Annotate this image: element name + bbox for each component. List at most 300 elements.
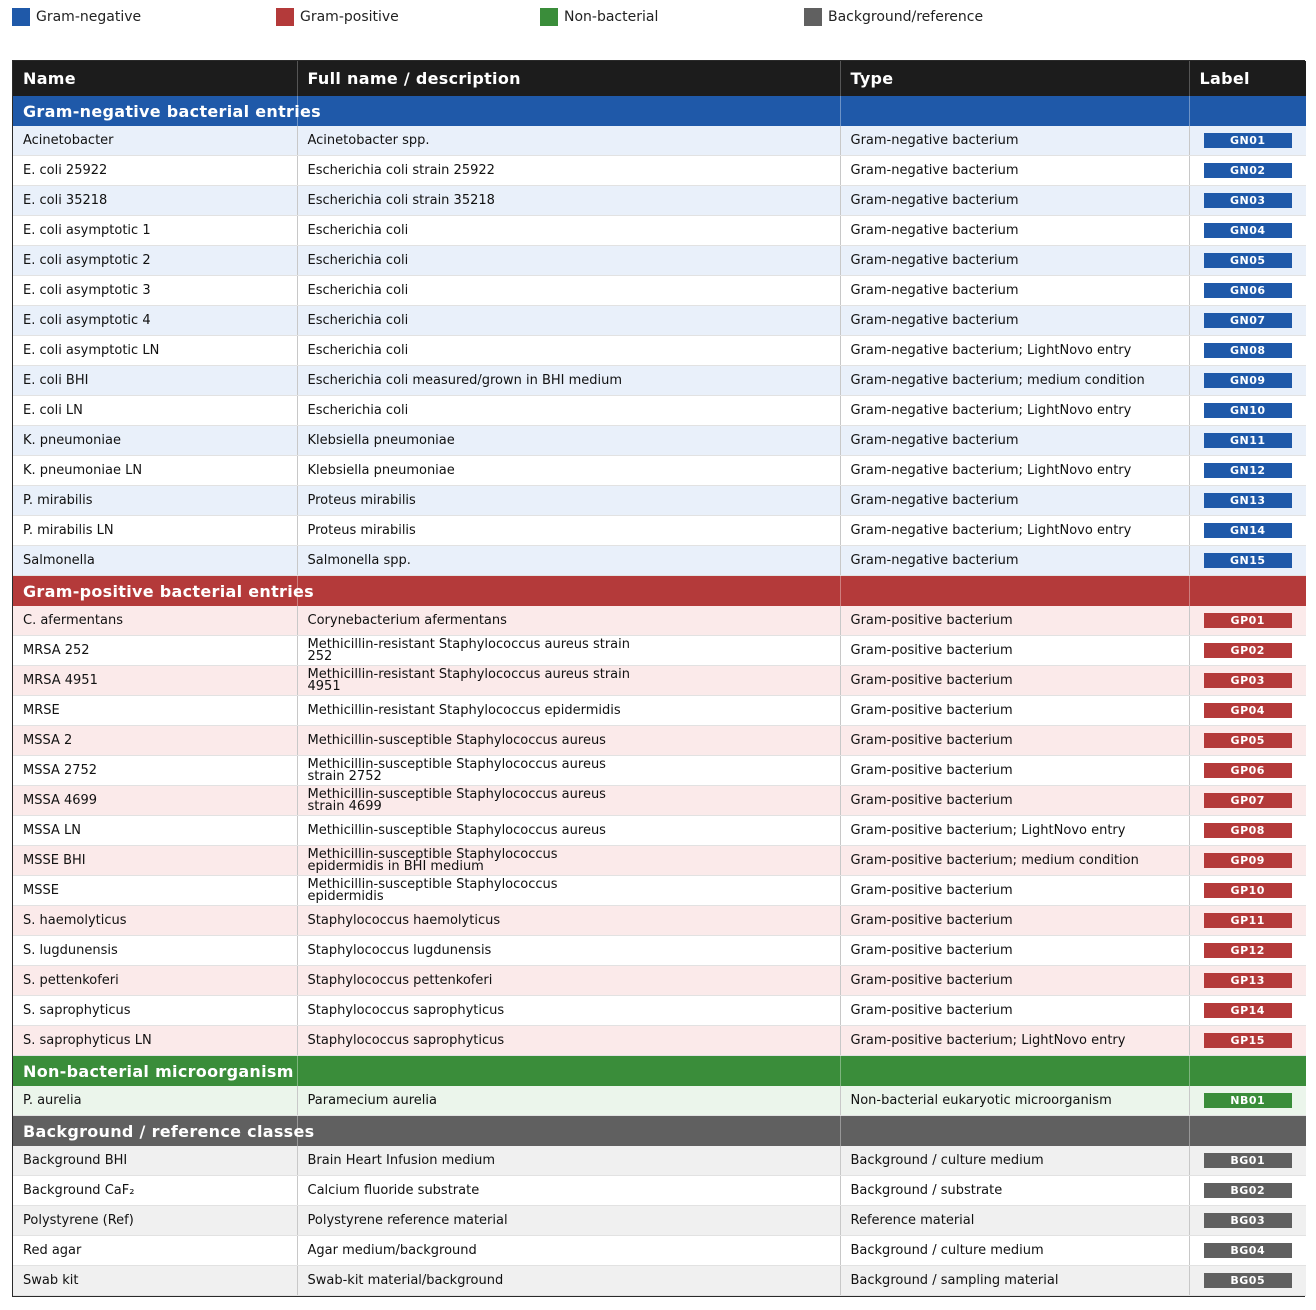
cell-name: MSSA 2752 [13, 756, 297, 786]
legend-item-gram-negative [12, 8, 141, 26]
cell-full-name [297, 1086, 840, 1116]
cell-full-name-text: Staphylococcus saprophyticus [307, 1002, 505, 1018]
cell-full-name-text: Staphylococcus haemolyticus [307, 912, 501, 928]
cell-name: Background BHI [13, 1146, 297, 1176]
cell-full-name [297, 306, 840, 336]
cell-type [840, 546, 1189, 576]
cell-full-name [297, 1266, 840, 1296]
section-spacer-cell [297, 96, 840, 126]
cell-full-name-text: Escherichia coli [307, 252, 409, 268]
cell-type [840, 966, 1189, 996]
cell-type [840, 906, 1189, 936]
cell-full-name-text: Staphylococcus lugdunensis [307, 942, 492, 958]
table-row [13, 486, 1306, 516]
cell-label [1189, 546, 1306, 576]
cell-type [840, 336, 1189, 366]
cell-name: E. coli 25922 [13, 156, 297, 186]
label-badge: GP12 [1204, 943, 1292, 958]
label-badge: GN11 [1204, 433, 1292, 448]
cell-type-text: Gram-positive bacterium; medium condition [850, 852, 1139, 868]
cell-name: MRSE [13, 696, 297, 726]
cell-full-name [297, 486, 840, 516]
cell-type-text: Gram-negative bacterium [850, 222, 1019, 238]
cell-type [840, 276, 1189, 306]
section-spacer-cell [840, 1116, 1189, 1147]
section-spacer-cell [840, 576, 1189, 607]
label-badge: BG01 [1204, 1153, 1292, 1168]
cell-full-name [297, 516, 840, 546]
cell-type-text: Background / substrate [850, 1182, 1003, 1198]
label-badge: GP14 [1204, 1003, 1292, 1018]
cell-type [840, 996, 1189, 1026]
legend [12, 8, 1302, 32]
cell-type [840, 396, 1189, 426]
cell-full-name [297, 906, 840, 936]
cell-name: C. afermentans [13, 606, 297, 636]
label-badge: GN07 [1204, 313, 1292, 328]
cell-full-name [297, 1176, 840, 1206]
cell-type [840, 1206, 1189, 1236]
cell-full-name [297, 936, 840, 966]
section-title: Gram-positive bacterial entries [13, 576, 297, 607]
cell-full-name [297, 1146, 840, 1176]
label-badge: GN03 [1204, 193, 1292, 208]
cell-label [1189, 1236, 1306, 1266]
table-row [13, 786, 1306, 816]
table-row [13, 336, 1306, 366]
cell-full-name-text: Polystyrene reference material [307, 1212, 508, 1228]
cell-label [1189, 1086, 1306, 1116]
cell-type-text: Gram-positive bacterium [850, 672, 1013, 688]
label-badge: NB01 [1204, 1093, 1292, 1108]
cell-full-name [297, 366, 840, 396]
cell-label [1189, 666, 1306, 696]
cell-full-name-text: Methicillin-susceptible Staphylococcus aureus strain 2752 [307, 756, 606, 784]
cell-full-name-text: Acinetobacter spp. [307, 132, 430, 148]
cell-full-name-text: Methicillin-susceptible Staphylococcus epidermidis in BHI medium [307, 846, 558, 874]
cell-full-name [297, 696, 840, 726]
column-header-full-name: Full name / description [297, 61, 840, 96]
cell-full-name-text: Agar medium/background [307, 1242, 477, 1258]
cell-type [840, 1086, 1189, 1116]
cell-label [1189, 276, 1306, 306]
table-row [13, 396, 1306, 426]
cell-type [840, 216, 1189, 246]
label-badge: GN05 [1204, 253, 1292, 268]
cell-label [1189, 246, 1306, 276]
cell-label [1189, 786, 1306, 816]
cell-label [1189, 906, 1306, 936]
cell-full-name-text: Salmonella spp. [307, 552, 411, 568]
label-badge: GP15 [1204, 1033, 1292, 1048]
cell-type [840, 486, 1189, 516]
cell-type-text: Gram-positive bacterium [850, 762, 1013, 778]
label-badge: GN10 [1204, 403, 1292, 418]
cell-type [840, 846, 1189, 876]
cell-type-text: Gram-positive bacterium [850, 912, 1013, 928]
cell-label [1189, 996, 1306, 1026]
cell-full-name [297, 666, 840, 696]
cell-label [1189, 606, 1306, 636]
cell-type-text: Gram-positive bacterium [850, 1002, 1013, 1018]
cell-type-text: Gram-positive bacterium [850, 642, 1013, 658]
cell-type-text: Gram-positive bacterium [850, 882, 1013, 898]
legend-label: Gram-negative [36, 9, 142, 25]
table-row [13, 846, 1306, 876]
cell-label [1189, 366, 1306, 396]
label-badge: BG02 [1204, 1183, 1292, 1198]
cell-type-text: Gram-negative bacterium; medium condition [850, 372, 1145, 388]
cell-name: MRSA 4951 [13, 666, 297, 696]
cell-label [1189, 216, 1306, 246]
cell-full-name-text: Methicillin-susceptible Staphylococcus epidermidis [307, 876, 558, 904]
cell-type [840, 456, 1189, 486]
table-row [13, 1176, 1306, 1206]
label-badge: GP09 [1204, 853, 1292, 868]
cell-name: K. pneumoniae [13, 426, 297, 456]
section-title: Non-bacterial microorganism [13, 1056, 297, 1087]
table-row [13, 636, 1306, 666]
cell-full-name [297, 726, 840, 756]
cell-full-name [297, 126, 840, 156]
legend-item-gram-positive [276, 8, 399, 26]
legend-label: Background/reference [828, 9, 984, 25]
cell-full-name-text: Swab-kit material/background [307, 1272, 504, 1288]
cell-type [840, 156, 1189, 186]
cell-type-text: Gram-negative bacterium [850, 282, 1019, 298]
cell-name: E. coli BHI [13, 366, 297, 396]
cell-label [1189, 426, 1306, 456]
cell-full-name-text: Escherichia coli [307, 222, 409, 238]
label-badge: GP06 [1204, 763, 1292, 778]
cell-type-text: Gram-negative bacterium [850, 312, 1019, 328]
cell-type-text: Background / culture medium [850, 1242, 1044, 1258]
table-row [13, 186, 1306, 216]
cell-type-text: Gram-positive bacterium [850, 972, 1013, 988]
cell-label [1189, 726, 1306, 756]
cell-full-name-text: Proteus mirabilis [307, 522, 416, 538]
table-row [13, 756, 1306, 786]
label-badge: GP08 [1204, 823, 1292, 838]
cell-full-name-text: Proteus mirabilis [307, 492, 416, 508]
cell-full-name [297, 816, 840, 846]
cell-type [840, 306, 1189, 336]
cell-full-name [297, 246, 840, 276]
legend-label: Non-bacterial [564, 9, 659, 25]
table-row [13, 1086, 1306, 1116]
table-row [13, 306, 1306, 336]
cell-full-name [297, 756, 840, 786]
cell-type-text: Gram-negative bacterium [850, 252, 1019, 268]
legend-item-non-bacterial [540, 8, 658, 26]
section-spacer-cell [297, 1116, 840, 1147]
cell-type [840, 1266, 1189, 1296]
cell-name: S. saprophyticus [13, 996, 297, 1026]
cell-name: Salmonella [13, 546, 297, 576]
cell-full-name [297, 336, 840, 366]
label-badge: GN14 [1204, 523, 1292, 538]
cell-type [840, 636, 1189, 666]
section-spacer-cell [1189, 1116, 1306, 1147]
cell-type [840, 1146, 1189, 1176]
section-title: Background / reference classes [13, 1116, 297, 1147]
cell-full-name-text: Staphylococcus pettenkoferi [307, 972, 493, 988]
cell-type-text: Gram-negative bacterium [850, 492, 1019, 508]
table-row [13, 1146, 1306, 1176]
label-badge: GN02 [1204, 163, 1292, 178]
cell-type-text: Reference material [850, 1212, 975, 1228]
cell-type [840, 186, 1189, 216]
section-header-row [13, 1056, 1306, 1087]
cell-type-text: Gram-negative bacterium; LightNovo entry [850, 522, 1132, 538]
cell-full-name [297, 636, 840, 666]
cell-full-name [297, 876, 840, 906]
cell-label [1189, 936, 1306, 966]
cell-label [1189, 1206, 1306, 1236]
label-badge: GP07 [1204, 793, 1292, 808]
label-badge: GP05 [1204, 733, 1292, 748]
cell-full-name-text: Corynebacterium afermentans [307, 612, 507, 628]
cell-label [1189, 876, 1306, 906]
cell-type [840, 426, 1189, 456]
cell-name: E. coli asymptotic 3 [13, 276, 297, 306]
cell-full-name-text: Paramecium aurelia [307, 1092, 437, 1108]
cell-full-name [297, 846, 840, 876]
cell-type-text: Gram-negative bacterium; LightNovo entry [850, 402, 1132, 418]
label-badge: GN04 [1204, 223, 1292, 238]
table-row [13, 126, 1306, 156]
label-badge: GP02 [1204, 643, 1292, 658]
cell-full-name [297, 996, 840, 1026]
cell-type-text: Gram-positive bacterium [850, 612, 1013, 628]
cell-full-name-text: Brain Heart Infusion medium [307, 1152, 496, 1168]
label-badge: BG03 [1204, 1213, 1292, 1228]
cell-name: K. pneumoniae LN [13, 456, 297, 486]
cell-full-name-text: Staphylococcus saprophyticus [307, 1032, 505, 1048]
table-row [13, 966, 1306, 996]
table-row [13, 456, 1306, 486]
cell-label [1189, 696, 1306, 726]
label-badge: GN01 [1204, 133, 1292, 148]
section-spacer-cell [840, 1056, 1189, 1087]
legend-swatch [276, 8, 294, 26]
cell-full-name-text: Klebsiella pneumoniae [307, 432, 455, 448]
cell-label [1189, 396, 1306, 426]
legend-item-background-reference [804, 8, 983, 26]
cell-full-name-text: Escherichia coli strain 35218 [307, 192, 495, 208]
cell-type [840, 516, 1189, 546]
cell-type-text: Gram-positive bacterium; LightNovo entry [850, 822, 1126, 838]
cell-label [1189, 1266, 1306, 1296]
cell-full-name [297, 1236, 840, 1266]
cell-full-name-text: Calcium fluoride substrate [307, 1182, 480, 1198]
cell-full-name-text: Escherichia coli measured/grown in BHI medium [307, 372, 623, 388]
table-row [13, 906, 1306, 936]
table-row [13, 1236, 1306, 1266]
cell-name: Background CaF₂ [13, 1176, 297, 1206]
cell-name: E. coli asymptotic LN [13, 336, 297, 366]
cell-full-name-text: Methicillin-resistant Staphylococcus aureus strain 4951 [307, 666, 630, 694]
cell-type [840, 1236, 1189, 1266]
cell-name: Acinetobacter [13, 126, 297, 156]
cell-full-name-text: Escherichia coli [307, 342, 409, 358]
table-row [13, 936, 1306, 966]
cell-name: E. coli asymptotic 4 [13, 306, 297, 336]
label-badge: BG05 [1204, 1273, 1292, 1288]
cell-name: S. lugdunensis [13, 936, 297, 966]
cell-name: E. coli asymptotic 2 [13, 246, 297, 276]
cell-name: Polystyrene (Ref) [13, 1206, 297, 1236]
cell-name: P. aurelia [13, 1086, 297, 1116]
header-row [13, 61, 1306, 96]
cell-full-name-text: Methicillin-susceptible Staphylococcus aureus [307, 732, 606, 748]
legend-label: Gram-positive [300, 9, 399, 25]
cell-name: MSSE BHI [13, 846, 297, 876]
label-badge: GN08 [1204, 343, 1292, 358]
cell-type-text: Gram-positive bacterium [850, 702, 1013, 718]
cell-type-text: Background / culture medium [850, 1152, 1044, 1168]
table-row [13, 606, 1306, 636]
cell-label [1189, 1146, 1306, 1176]
cell-type [840, 366, 1189, 396]
table-row [13, 516, 1306, 546]
label-badge: GP03 [1204, 673, 1292, 688]
cell-name: MRSA 252 [13, 636, 297, 666]
label-badge: GN06 [1204, 283, 1292, 298]
cell-type [840, 816, 1189, 846]
cell-type [840, 786, 1189, 816]
table-row [13, 876, 1306, 906]
cell-type-text: Gram-negative bacterium [850, 552, 1019, 568]
label-badge: GN12 [1204, 463, 1292, 478]
legend-swatch [804, 8, 822, 26]
table-row [13, 1026, 1306, 1056]
cell-name: P. mirabilis LN [13, 516, 297, 546]
cell-type-text: Gram-negative bacterium; LightNovo entry [850, 342, 1132, 358]
cell-full-name [297, 966, 840, 996]
cell-full-name [297, 216, 840, 246]
cell-type [840, 876, 1189, 906]
table-row [13, 426, 1306, 456]
section-title: Gram-negative bacterial entries [13, 96, 297, 126]
section-spacer-cell [840, 96, 1189, 126]
cell-name: MSSA 4699 [13, 786, 297, 816]
table-row [13, 156, 1306, 186]
column-header-name: Name [13, 61, 297, 96]
section-spacer-cell [1189, 576, 1306, 607]
section-header-row [13, 96, 1306, 126]
label-badge: GP13 [1204, 973, 1292, 988]
column-header-type: Type [840, 61, 1189, 96]
cell-type-text: Gram-negative bacterium; LightNovo entry [850, 462, 1132, 478]
cell-name: MSSA LN [13, 816, 297, 846]
table-row [13, 276, 1306, 306]
section-header-row [13, 1116, 1306, 1147]
legend-swatch [12, 8, 30, 26]
cell-full-name-text: Klebsiella pneumoniae [307, 462, 455, 478]
cell-type-text: Gram-positive bacterium [850, 732, 1013, 748]
cell-name: E. coli 35218 [13, 186, 297, 216]
table-row [13, 1266, 1306, 1296]
cell-type [840, 1176, 1189, 1206]
cell-full-name-text: Methicillin-susceptible Staphylococcus aureus strain 4699 [307, 786, 606, 814]
table-row [13, 246, 1306, 276]
cell-name: P. mirabilis [13, 486, 297, 516]
cell-label [1189, 636, 1306, 666]
cell-label [1189, 846, 1306, 876]
label-badge: GP10 [1204, 883, 1292, 898]
cell-type-text: Gram-positive bacterium [850, 792, 1013, 808]
label-badge: GN15 [1204, 553, 1292, 568]
table-row [13, 816, 1306, 846]
cell-full-name [297, 426, 840, 456]
cell-type-text: Background / sampling material [850, 1272, 1059, 1288]
cell-label [1189, 156, 1306, 186]
table-body [13, 96, 1306, 1296]
label-badge: GP01 [1204, 613, 1292, 628]
cell-label [1189, 186, 1306, 216]
table-row [13, 546, 1306, 576]
cell-type [840, 246, 1189, 276]
cell-type [840, 126, 1189, 156]
cell-full-name-text: Methicillin-resistant Staphylococcus epidermidis [307, 702, 621, 718]
cell-full-name [297, 786, 840, 816]
cell-label [1189, 456, 1306, 486]
cell-full-name [297, 456, 840, 486]
label-badge: GP04 [1204, 703, 1292, 718]
cell-full-name-text: Escherichia coli [307, 282, 409, 298]
cell-full-name [297, 1206, 840, 1236]
section-spacer-cell [297, 1056, 840, 1087]
table-row [13, 666, 1306, 696]
cell-name: Red agar [13, 1236, 297, 1266]
label-badge: GN13 [1204, 493, 1292, 508]
cell-label [1189, 966, 1306, 996]
cell-type [840, 936, 1189, 966]
cell-type-text: Gram-negative bacterium [850, 192, 1019, 208]
section-spacer-cell [1189, 96, 1306, 126]
cell-label [1189, 1176, 1306, 1206]
cell-name: S. saprophyticus LN [13, 1026, 297, 1056]
cell-type-text: Gram-positive bacterium [850, 942, 1013, 958]
cell-label [1189, 486, 1306, 516]
cell-type [840, 696, 1189, 726]
cell-name: S. pettenkoferi [13, 966, 297, 996]
cell-full-name [297, 546, 840, 576]
cell-name: Swab kit [13, 1266, 297, 1296]
cell-type-text: Gram-negative bacterium [850, 132, 1019, 148]
cell-type [840, 726, 1189, 756]
cell-name: E. coli asymptotic 1 [13, 216, 297, 246]
table-row [13, 1206, 1306, 1236]
cell-full-name-text: Methicillin-resistant Staphylococcus aureus strain 252 [307, 636, 630, 664]
label-badge: GN09 [1204, 373, 1292, 388]
section-spacer-cell [1189, 1056, 1306, 1087]
cell-full-name [297, 396, 840, 426]
table-row [13, 726, 1306, 756]
cell-full-name-text: Escherichia coli [307, 402, 409, 418]
cell-label [1189, 1026, 1306, 1056]
table-row [13, 216, 1306, 246]
cell-label [1189, 516, 1306, 546]
cell-name: MSSE [13, 876, 297, 906]
cell-type-text: Non-bacterial eukaryotic microorganism [850, 1092, 1112, 1108]
cell-type-text: Gram-negative bacterium [850, 162, 1019, 178]
cell-label [1189, 126, 1306, 156]
cell-full-name [297, 606, 840, 636]
cell-label [1189, 336, 1306, 366]
column-header-label: Label [1189, 61, 1306, 96]
